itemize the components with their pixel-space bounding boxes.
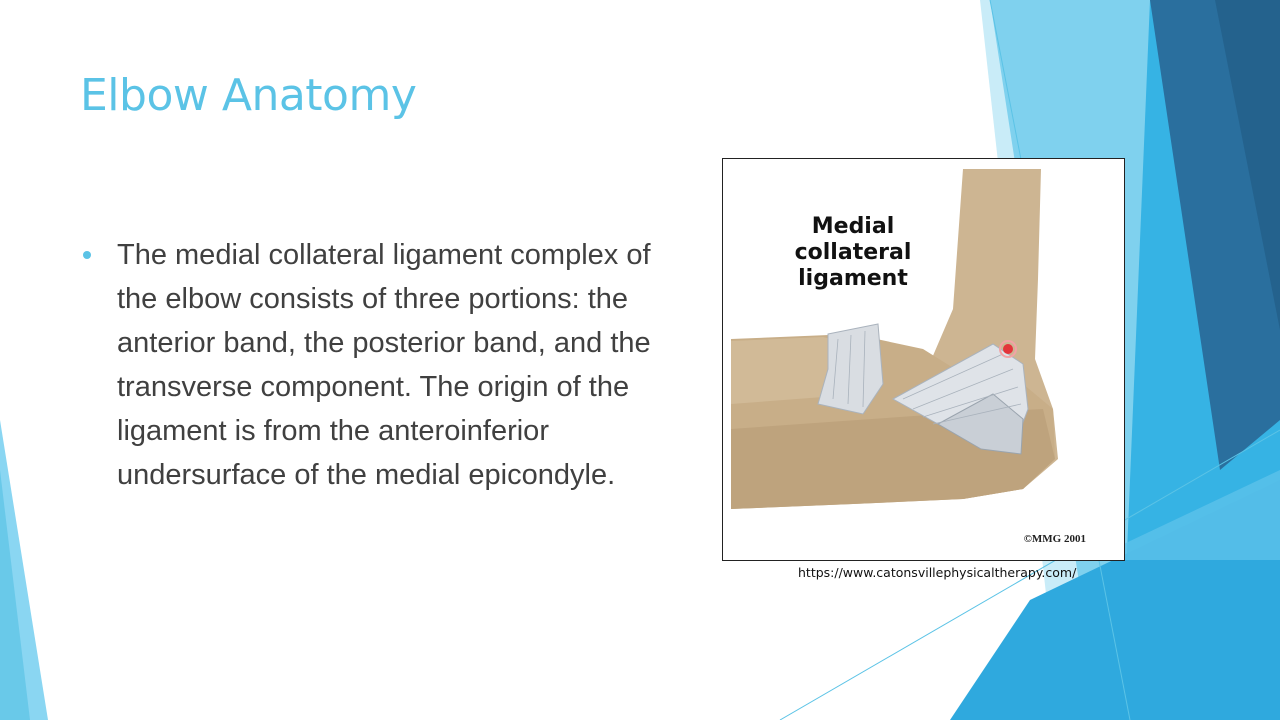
bullet-item	[80, 233, 670, 497]
figure-caption: Medial collateral ligament	[794, 214, 912, 291]
elbow-figure	[722, 158, 1125, 561]
bullet-text: The medial collateral ligament complex of the elbow consists of three portions: the anterior band, the posterior band, and the transverse component. The origin of the ligament is from the anteroinferior undersurface of the medial epicondyle.	[117, 239, 651, 491]
bullet-dot-icon	[83, 251, 91, 259]
bullet-list	[80, 233, 670, 497]
origin-marker	[1003, 344, 1013, 354]
slide-title: Elbow Anatomy	[80, 70, 417, 121]
source-url: https://www.catonsvillephysicaltherapy.com/	[798, 565, 1077, 580]
figure-copyright: ©MMG 2001	[1023, 533, 1086, 545]
